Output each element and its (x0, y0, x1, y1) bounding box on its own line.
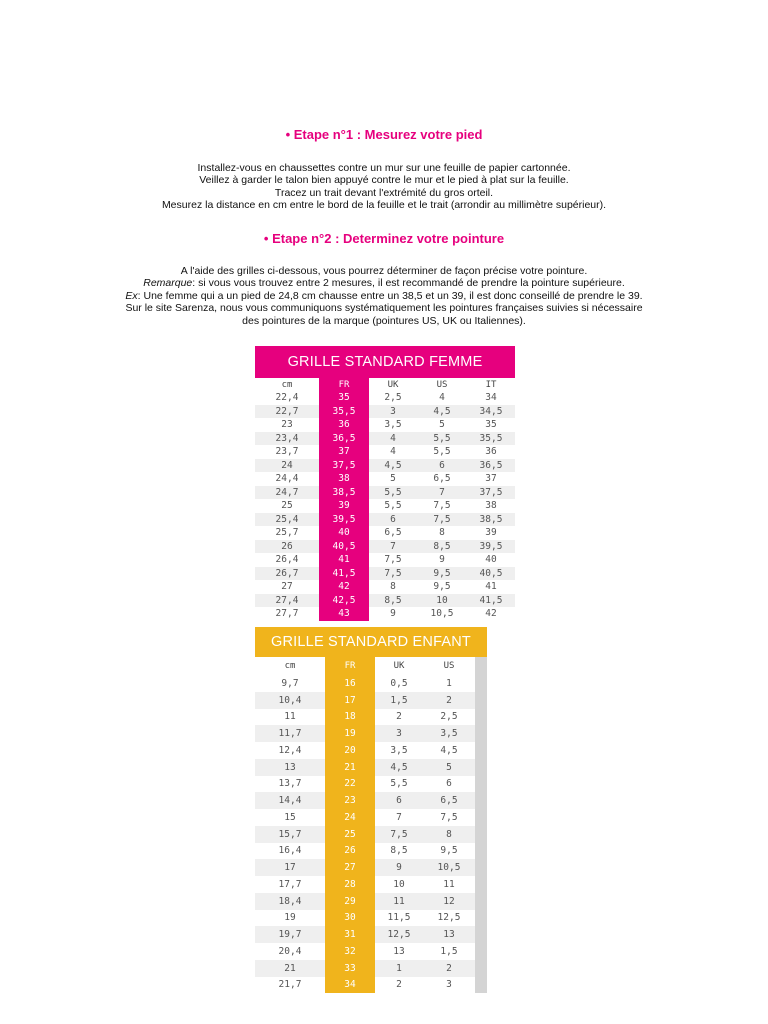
size-cell-us: 3 (446, 979, 452, 991)
step1-line: Installez-vous en chaussettes contre un mur sur une feuille de papier cartonnée. (197, 162, 571, 174)
table-row (255, 926, 487, 943)
column-header-cm: cm (281, 379, 293, 390)
size-cell-fr: 39 (319, 499, 369, 513)
women-chart-title: GRILLE STANDARD FEMME (255, 346, 515, 378)
scrollbar-track[interactable] (475, 725, 487, 742)
size-cell-it: 38 (485, 500, 497, 512)
size-cell-cm: 22,7 (255, 405, 319, 419)
remark-label: Remarque (143, 277, 193, 290)
size-cell-cm: 19 (284, 912, 296, 924)
size-cell-uk: 6 (369, 513, 417, 527)
size-cell-us: 1,5 (440, 945, 458, 957)
size-cell-us: 1 (446, 677, 452, 689)
size-cell-us: 8 (439, 527, 445, 539)
column-header-us: US (443, 661, 455, 671)
size-cell-us: 12,5 (437, 912, 461, 924)
column-header-it: IT (485, 379, 497, 390)
size-cell-uk: 3,5 (384, 419, 402, 431)
table-row (255, 675, 487, 692)
size-cell-cm: 21 (255, 960, 325, 977)
step1-line: Veillez à garder le talon bien appuyé contre le mur et le pied à plat sur la feuille. (199, 174, 569, 187)
size-cell-uk: 3,5 (390, 744, 408, 756)
size-cell-it: 35,5 (467, 432, 515, 446)
size-cell-us: 2 (423, 692, 475, 709)
size-cell-it: 41 (485, 581, 497, 593)
table-row (255, 809, 487, 826)
size-cell-us: 7,5 (440, 811, 458, 823)
size-cell-cm: 25 (281, 500, 293, 512)
size-cell-us: 4,5 (440, 744, 458, 756)
size-cell-us: 6 (417, 459, 467, 473)
size-cell-fr: 37 (319, 445, 369, 459)
size-cell-it: 38,5 (467, 513, 515, 527)
size-cell-us: 4,5 (417, 405, 467, 419)
size-cell-us: 9,5 (417, 567, 467, 581)
column-header-uk: UK (393, 661, 405, 671)
size-cell-uk: 2 (396, 711, 402, 723)
kids-chart-title: GRILLE STANDARD ENFANT (255, 627, 487, 657)
size-cell-fr: 36 (319, 418, 369, 432)
step1-line: Tracez un trait devant l'extrémité du gros orteil. (274, 186, 494, 199)
table-row (255, 459, 515, 473)
size-cell-it: 36,5 (467, 459, 515, 473)
step2-line: A l'aide des grilles ci-dessous, vous pourrez déterminer de façon précise votre pointure. (180, 265, 588, 277)
size-cell-it: 36 (485, 446, 497, 458)
size-cell-uk: 11,5 (387, 912, 411, 924)
table-row (255, 540, 515, 554)
size-cell-us: 5,5 (417, 432, 467, 446)
size-cell-cm: 23,7 (275, 446, 299, 458)
size-cell-fr: 38 (319, 472, 369, 486)
size-cell-cm: 20,4 (278, 945, 302, 957)
size-cell-us: 7,5 (417, 513, 467, 527)
size-cell-cm: 22,4 (275, 392, 299, 404)
size-cell-cm: 12,4 (278, 744, 302, 756)
size-cell-uk: 4 (369, 432, 417, 446)
size-cell-uk: 4,5 (369, 459, 417, 473)
size-cell-it: 34,5 (467, 405, 515, 419)
scrollbar-track[interactable] (475, 759, 487, 776)
size-cell-cm: 18,4 (255, 893, 325, 910)
size-cell-us: 7 (417, 486, 467, 500)
table-row (255, 594, 515, 608)
table-row (255, 553, 515, 567)
size-cell-it: 40,5 (467, 567, 515, 581)
scrollbar-track[interactable] (475, 657, 487, 675)
table-row (255, 893, 487, 910)
size-cell-cm: 10,4 (255, 692, 325, 709)
size-cell-uk: 11 (375, 893, 423, 910)
table-row (255, 826, 487, 843)
size-cell-uk: 5,5 (390, 778, 408, 790)
size-cell-us: 6,5 (433, 473, 451, 485)
size-cell-uk: 9 (375, 859, 423, 876)
size-cell-fr: 43 (319, 607, 369, 621)
table-row (255, 499, 515, 513)
size-cell-us: 9,5 (433, 581, 451, 593)
size-cell-cm: 24,7 (255, 486, 319, 500)
size-cell-us: 9,5 (440, 845, 458, 857)
scrollbar-track[interactable] (475, 926, 487, 943)
size-cell-fr: 36,5 (319, 432, 369, 446)
size-cell-fr: 40,5 (319, 540, 369, 554)
size-cell-uk: 3 (375, 725, 423, 742)
step2-line: Sur le site Sarenza, nous vous communiquons systématiquement les pointures françaises suivies si nécessaire (125, 302, 643, 315)
size-cell-uk: 13 (393, 945, 405, 957)
size-cell-fr: 25 (325, 826, 375, 843)
size-cell-uk: 8,5 (369, 594, 417, 608)
table-row (255, 776, 487, 793)
kids-size-table (255, 657, 487, 993)
size-cell-us: 7,5 (433, 500, 451, 512)
scrollbar-track[interactable] (475, 742, 487, 759)
size-cell-uk: 5,5 (369, 486, 417, 500)
step2-title: • Etape n°2 : Determinez votre pointure (263, 231, 505, 246)
size-cell-us: 6 (446, 778, 452, 790)
size-cell-cm: 13,7 (278, 778, 302, 790)
table-row (255, 692, 487, 709)
size-cell-uk: 12,5 (375, 926, 423, 943)
size-cell-fr: 18 (325, 709, 375, 726)
size-cell-us: 5 (423, 759, 475, 776)
table-row (255, 526, 515, 540)
size-cell-uk: 4,5 (375, 759, 423, 776)
column-header-cm: cm (284, 661, 296, 671)
step1-instructions (0, 162, 768, 212)
size-cell-uk: 2 (396, 979, 402, 991)
size-cell-it: 37,5 (467, 486, 515, 500)
size-cell-cm: 21,7 (278, 979, 302, 991)
size-cell-uk: 4 (390, 446, 396, 458)
size-cell-fr: 24 (325, 809, 375, 826)
size-cell-fr: 26 (325, 843, 375, 860)
size-cell-uk: 1 (375, 960, 423, 977)
size-cell-fr: 32 (325, 943, 375, 960)
size-cell-cm: 15 (284, 811, 296, 823)
table-row (255, 759, 487, 776)
size-cell-cm: 24 (255, 459, 319, 473)
table-row (255, 943, 487, 960)
size-cell-fr: 17 (325, 692, 375, 709)
example-label: Ex (125, 289, 138, 302)
size-cell-uk: 7,5 (369, 567, 417, 581)
size-cell-it: 34 (485, 392, 497, 404)
scrollbar-track[interactable] (475, 809, 487, 826)
scrollbar-track[interactable] (475, 859, 487, 876)
table-row (255, 843, 487, 860)
size-cell-it: 39 (485, 527, 497, 539)
table-row (255, 445, 515, 459)
size-cell-us: 11 (443, 878, 455, 890)
size-cell-fr: 37,5 (319, 459, 369, 473)
size-cell-cm: 27 (281, 581, 293, 593)
size-cell-cm: 16,4 (278, 845, 302, 857)
size-cell-uk: 1,5 (375, 692, 423, 709)
size-cell-it: 42 (485, 608, 497, 620)
size-cell-cm: 27,7 (275, 608, 299, 620)
size-cell-fr: 41 (319, 553, 369, 567)
size-cell-uk: 6,5 (384, 527, 402, 539)
size-cell-cm: 17 (255, 859, 325, 876)
table-row (255, 876, 487, 893)
size-cell-uk: 3 (369, 405, 417, 419)
scrollbar-track[interactable] (475, 876, 487, 893)
size-cell-cm: 11 (284, 711, 296, 723)
size-cell-fr: 19 (325, 725, 375, 742)
size-cell-us: 9 (439, 554, 445, 566)
size-cell-fr: 35,5 (319, 405, 369, 419)
table-row (255, 742, 487, 759)
scrollbar-track[interactable] (475, 792, 487, 809)
table-row (255, 418, 515, 432)
size-cell-cm: 26 (255, 540, 319, 554)
size-cell-uk: 7 (369, 540, 417, 554)
size-cell-cm: 27,4 (255, 594, 319, 608)
column-header-uk: UK (387, 379, 399, 390)
size-cell-fr: 39,5 (319, 513, 369, 527)
size-cell-cm: 26,4 (275, 554, 299, 566)
size-cell-uk: 10 (393, 878, 405, 890)
size-cell-cm: 25,4 (255, 513, 319, 527)
size-cell-us: 13 (423, 926, 475, 943)
size-cell-cm: 26,7 (255, 567, 319, 581)
size-cell-fr: 38,5 (319, 486, 369, 500)
size-cell-it: 35 (485, 419, 497, 431)
size-cell-uk: 5 (390, 473, 396, 485)
scrollbar-track[interactable] (475, 910, 487, 927)
step2-remark-line (0, 277, 768, 289)
size-cell-fr: 27 (325, 859, 375, 876)
scrollbar-track[interactable] (475, 893, 487, 910)
size-cell-us: 2,5 (440, 711, 458, 723)
size-cell-us: 3,5 (423, 725, 475, 742)
size-cell-us: 10,5 (430, 608, 454, 620)
size-cell-cm: 11,7 (255, 725, 325, 742)
size-cell-us: 2 (423, 960, 475, 977)
column-header-us: US (436, 379, 448, 390)
kids-size-chart (255, 627, 487, 993)
table-row (255, 709, 487, 726)
scrollbar-track[interactable] (475, 826, 487, 843)
size-cell-cm: 14,4 (255, 792, 325, 809)
size-cell-fr: 40 (319, 526, 369, 540)
size-cell-us: 8 (423, 826, 475, 843)
size-cell-uk: 7,5 (384, 554, 402, 566)
remark-text: : si vous vous trouvez entre 2 mesures, il est recommandé de prendre la pointure supérieure. (192, 277, 625, 290)
table-row (255, 391, 515, 405)
table-row (255, 792, 487, 809)
column-header-fr: FR (319, 378, 369, 391)
size-cell-us: 5 (439, 419, 445, 431)
example-text: : Une femme qui a un pied de 24,8 cm chausse entre un 38,5 et un 39, il est donc conseillé de prendre le 39. (137, 289, 643, 302)
scrollbar-track[interactable] (475, 675, 487, 692)
size-cell-cm: 15,7 (255, 826, 325, 843)
size-cell-fr: 16 (325, 675, 375, 692)
size-cell-us: 12 (423, 893, 475, 910)
table-row (255, 580, 515, 594)
size-cell-it: 40 (485, 554, 497, 566)
women-size-table (255, 378, 515, 621)
size-cell-us: 4 (439, 392, 445, 404)
table-row (255, 432, 515, 446)
size-cell-us: 6,5 (423, 792, 475, 809)
size-cell-cm: 25,7 (275, 527, 299, 539)
column-header-fr: FR (325, 657, 375, 675)
size-cell-fr: 31 (325, 926, 375, 943)
size-cell-fr: 29 (325, 893, 375, 910)
size-cell-us: 10 (417, 594, 467, 608)
table-row (255, 977, 487, 994)
table-row (255, 960, 487, 977)
size-cell-us: 8,5 (417, 540, 467, 554)
size-cell-cm: 19,7 (255, 926, 325, 943)
step2-example-line (0, 290, 768, 302)
size-cell-fr: 42 (319, 580, 369, 594)
table-row (255, 725, 487, 742)
size-cell-us: 5,5 (433, 446, 451, 458)
size-cell-cm: 9,7 (281, 677, 299, 689)
size-cell-it: 41,5 (467, 594, 515, 608)
step1-title: • Etape n°1 : Mesurez votre pied (285, 127, 483, 142)
size-cell-fr: 23 (325, 792, 375, 809)
size-cell-cm: 17,7 (278, 878, 302, 890)
size-cell-fr: 30 (325, 910, 375, 927)
size-cell-it: 37 (485, 473, 497, 485)
scrollbar-track[interactable] (475, 960, 487, 977)
scrollbar-track[interactable] (475, 709, 487, 726)
size-cell-uk: 8 (390, 581, 396, 593)
scrollbar-track[interactable] (475, 943, 487, 960)
size-cell-cm: 23 (281, 419, 293, 431)
size-cell-uk: 5,5 (384, 500, 402, 512)
size-cell-cm: 23,4 (255, 432, 319, 446)
step2-line: des pointures de la marque (pointures US, UK ou Italiennes). (242, 314, 526, 327)
size-cell-uk: 0,5 (390, 677, 408, 689)
size-cell-uk: 9 (390, 608, 396, 620)
scrollbar-track[interactable] (475, 776, 487, 793)
size-cell-uk: 2,5 (384, 392, 402, 404)
size-cell-fr: 20 (325, 742, 375, 759)
size-cell-uk: 7,5 (375, 826, 423, 843)
size-cell-fr: 28 (325, 876, 375, 893)
table-row (255, 486, 515, 500)
scrollbar-track[interactable] (475, 977, 487, 994)
size-cell-cm: 13 (255, 759, 325, 776)
table-row (255, 405, 515, 419)
size-cell-uk: 6 (375, 792, 423, 809)
size-cell-fr: 42,5 (319, 594, 369, 608)
size-cell-fr: 34 (325, 977, 375, 994)
table-row (255, 472, 515, 486)
table-row (255, 513, 515, 527)
size-cell-fr: 41,5 (319, 567, 369, 581)
size-cell-uk: 8,5 (390, 845, 408, 857)
scrollbar-track[interactable] (475, 692, 487, 709)
size-cell-fr: 22 (325, 776, 375, 793)
size-cell-uk: 7 (396, 811, 402, 823)
table-row (255, 910, 487, 927)
step2-instructions (0, 265, 768, 327)
size-cell-fr: 35 (319, 391, 369, 405)
table-row (255, 859, 487, 876)
size-cell-it: 39,5 (467, 540, 515, 554)
table-row (255, 567, 515, 581)
size-cell-fr: 33 (325, 960, 375, 977)
step1-line: Mesurez la distance en cm entre le bord de la feuille et le trait (arrondir au millimètre supérieur). (161, 199, 607, 212)
women-size-chart (255, 346, 515, 621)
scrollbar-track[interactable] (475, 843, 487, 860)
size-cell-fr: 21 (325, 759, 375, 776)
table-row (255, 607, 515, 621)
size-cell-cm: 24,4 (275, 473, 299, 485)
size-cell-us: 10,5 (423, 859, 475, 876)
